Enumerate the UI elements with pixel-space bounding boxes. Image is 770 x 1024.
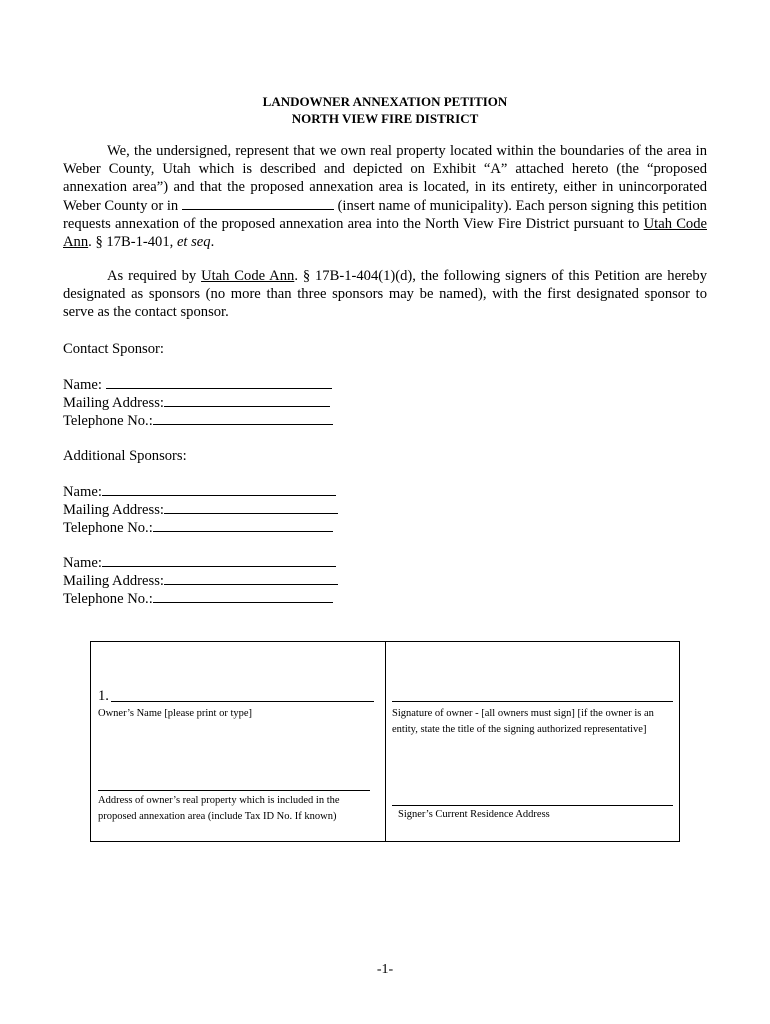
sponsors-paragraph (63, 267, 707, 321)
sponsor1-phone-label: Telephone No.: (63, 520, 153, 536)
contact-phone-label: Telephone No.: (63, 413, 153, 429)
property-address-line[interactable] (98, 790, 370, 791)
utah-code-reference: Utah Code Ann (63, 216, 707, 250)
para1-text-c: . § 17B-1-401, (88, 234, 174, 250)
contact-mailing-field[interactable] (164, 393, 330, 407)
sponsor1-name-field[interactable] (102, 482, 336, 496)
para2-text-a: As required by (107, 268, 197, 284)
contact-name-label: Name: (63, 377, 102, 393)
sponsor2-name-field[interactable] (102, 553, 336, 567)
sponsor2-phone-field[interactable] (153, 589, 333, 603)
para1-text-b: (insert name of municipality). Each person signing this petition requests annexation of the proposed annexation area into the North View Fire District pursuant to (63, 198, 707, 232)
sponsor2-mailing-row (63, 571, 338, 590)
sponsor1-mailing-field[interactable] (164, 500, 338, 514)
contact-phone-row (63, 411, 333, 430)
owner-name-line[interactable] (111, 701, 374, 702)
owner-signature-table (90, 641, 680, 842)
contact-phone-field[interactable] (153, 411, 333, 425)
sponsor1-mailing-label: Mailing Address: (63, 502, 164, 518)
owner-name-caption: Owner’s Name [please print or type] (98, 708, 253, 719)
representation-paragraph (63, 142, 707, 251)
contact-sponsor-heading: Contact Sponsor: (63, 341, 164, 357)
para2-text-b: . § 17B-1-404(1)(d), the following signers of this Petition are hereby designated as sponsors (no more than three sponsors may be named), with the first designated sponsor to serve as the contact sponsor. (63, 268, 707, 320)
owner-signature-caption: Signature of owner - [all owners must sign] [if the owner is an entity, state the title of the signing authorized representative] (392, 708, 654, 735)
row-number: 1. (98, 688, 109, 704)
sponsor1-name-row (63, 482, 336, 501)
sponsor2-phone-row (63, 589, 333, 608)
sponsor1-mailing-row (63, 500, 338, 519)
contact-name-field[interactable] (106, 375, 332, 389)
municipality-blank[interactable] (182, 196, 334, 210)
page-number: -1- (376, 962, 394, 977)
sponsor2-mailing-label: Mailing Address: (63, 573, 164, 589)
sponsor1-phone-row (63, 518, 333, 537)
residence-address-line[interactable] (392, 805, 673, 806)
additional-sponsors-heading: Additional Sponsors: (63, 448, 187, 464)
sponsor2-phone-label: Telephone No.: (63, 591, 153, 607)
sponsor1-phone-field[interactable] (153, 518, 333, 532)
contact-name-row (63, 375, 332, 394)
contact-mailing-label: Mailing Address: (63, 395, 164, 411)
district-title: NORTH VIEW FIRE DISTRICT (291, 111, 479, 126)
contact-mailing-row (63, 393, 330, 412)
sponsor2-mailing-field[interactable] (164, 571, 338, 585)
sponsor2-name-row (63, 553, 336, 572)
sponsor2-name-label: Name: (63, 555, 102, 571)
table-column-divider (385, 642, 386, 841)
para1-text-d: . (210, 234, 215, 250)
property-address-caption: Address of owner’s real property which is included in the proposed annexation area (include Tax ID No. If known) (98, 795, 340, 822)
et-seq-text: et seq (176, 234, 211, 250)
residence-address-caption: Signer’s Current Residence Address (398, 809, 550, 820)
owner-signature-line[interactable] (392, 701, 673, 702)
petition-title: LANDOWNER ANNEXATION PETITION (262, 94, 508, 109)
utah-code-reference-2: Utah Code Ann (201, 268, 295, 284)
sponsor1-name-label: Name: (63, 484, 102, 500)
para1-text-a: We, the undersigned, represent that we own real property located within the boundaries of the area in Weber County, Utah which is described and depicted on Exhibit “A” attached hereto (the “proposed annexation area”) and that the proposed annexation area is located, in its entirety, either in unincorporated Weber County or in (63, 143, 707, 214)
